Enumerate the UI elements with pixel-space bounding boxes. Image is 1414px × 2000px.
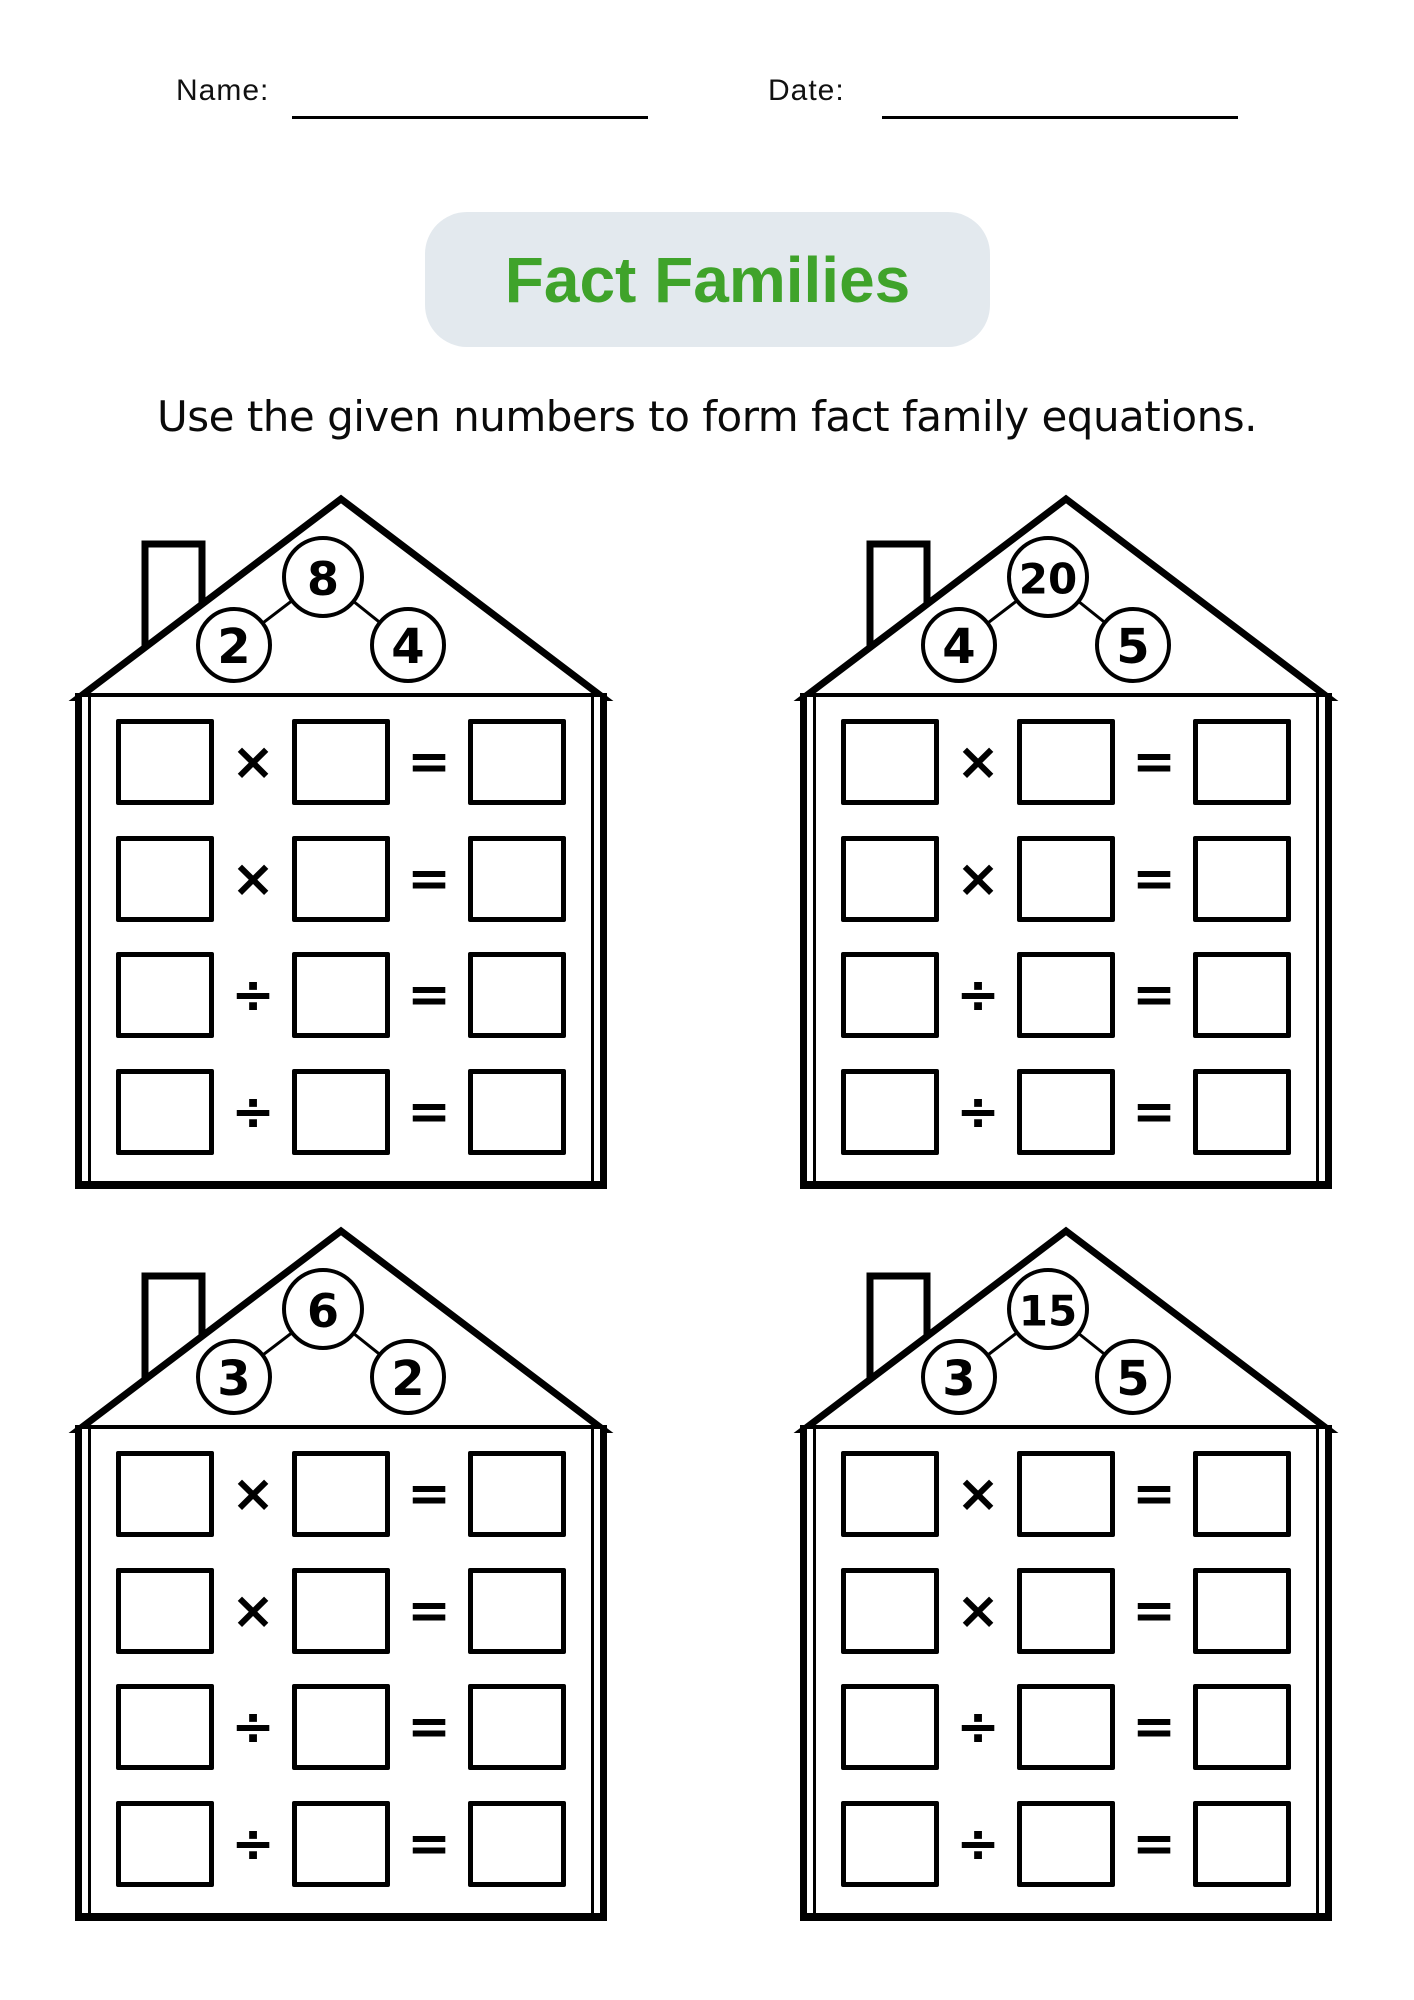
equation-row — [116, 719, 566, 805]
answer-box[interactable] — [841, 719, 939, 805]
equals-sign: = — [407, 732, 451, 792]
answer-box[interactable] — [116, 1568, 214, 1654]
answer-box[interactable] — [1017, 1451, 1115, 1537]
answer-box[interactable] — [468, 1451, 566, 1537]
house-body — [75, 697, 607, 1189]
circle-number-right: 4 — [391, 619, 425, 675]
answer-box[interactable] — [468, 1684, 566, 1770]
equals-sign: = — [407, 1813, 451, 1874]
divide-operator: ÷ — [956, 1813, 1000, 1874]
equation-row — [841, 952, 1291, 1038]
answer-box[interactable] — [468, 952, 566, 1038]
answer-box[interactable] — [1017, 719, 1115, 805]
equals-sign: = — [1132, 1813, 1176, 1874]
equals-sign: = — [1132, 1464, 1176, 1524]
equation-row — [841, 1801, 1291, 1887]
answer-box[interactable] — [1193, 836, 1291, 922]
multiply-operator: × — [956, 848, 1000, 909]
equation-row — [116, 1568, 566, 1654]
equation-row — [116, 836, 566, 922]
equation-row — [116, 1684, 566, 1770]
answer-box[interactable] — [116, 1801, 214, 1887]
roof-graphic — [75, 1224, 607, 1436]
multiply-operator: × — [231, 1580, 275, 1641]
equals-sign: = — [407, 1081, 451, 1142]
answer-box[interactable] — [1193, 719, 1291, 805]
fact-family-house-2 — [800, 492, 1332, 1189]
answer-box[interactable] — [1193, 1451, 1291, 1537]
answer-box[interactable] — [1017, 836, 1115, 922]
circle-number-left: 3 — [217, 1351, 251, 1407]
equation-row — [116, 1451, 566, 1537]
circle-number-right: 2 — [391, 1351, 425, 1407]
multiply-operator: × — [956, 1580, 1000, 1641]
answer-box[interactable] — [1193, 1069, 1291, 1155]
title-pill — [425, 212, 990, 347]
equation-row — [116, 1801, 566, 1887]
answer-box[interactable] — [468, 719, 566, 805]
answer-box[interactable] — [292, 1684, 390, 1770]
answer-box[interactable] — [1017, 1069, 1115, 1155]
equation-row — [841, 719, 1291, 805]
equals-sign: = — [407, 1697, 451, 1758]
divide-operator: ÷ — [231, 1813, 275, 1874]
multiply-operator: × — [231, 848, 275, 909]
equals-sign: = — [1132, 965, 1176, 1026]
answer-box[interactable] — [292, 1801, 390, 1887]
divide-operator: ÷ — [956, 1697, 1000, 1758]
answer-box[interactable] — [841, 836, 939, 922]
circle-number-right: 5 — [1116, 619, 1150, 675]
answer-box[interactable] — [292, 719, 390, 805]
multiply-operator: × — [956, 732, 1000, 792]
answer-box[interactable] — [116, 1684, 214, 1770]
equation-row — [841, 836, 1291, 922]
fact-family-house-1 — [75, 492, 607, 1189]
multiply-operator: × — [231, 732, 275, 792]
answer-box[interactable] — [1017, 1684, 1115, 1770]
roof-graphic — [75, 492, 607, 704]
answer-box[interactable] — [841, 1069, 939, 1155]
equals-sign: = — [1132, 1697, 1176, 1758]
house-body — [75, 1429, 607, 1921]
page-title: Fact Families — [504, 243, 911, 316]
answer-box[interactable] — [116, 836, 214, 922]
equation-row — [841, 1684, 1291, 1770]
equation-row — [841, 1069, 1291, 1155]
equals-sign: = — [407, 1580, 451, 1641]
answer-box[interactable] — [116, 719, 214, 805]
answer-box[interactable] — [116, 1451, 214, 1537]
house-body — [800, 697, 1332, 1189]
circle-number-left: 3 — [942, 1351, 976, 1407]
equals-sign: = — [1132, 848, 1176, 909]
answer-box[interactable] — [292, 1451, 390, 1537]
circle-number-right: 5 — [1116, 1351, 1150, 1407]
answer-box[interactable] — [1017, 1568, 1115, 1654]
circle-number-top: 6 — [306, 1284, 340, 1338]
date-write-line[interactable] — [882, 72, 1238, 119]
answer-box[interactable] — [841, 1801, 939, 1887]
circle-number-top: 15 — [1018, 1286, 1078, 1336]
answer-box[interactable] — [468, 836, 566, 922]
multiply-operator: × — [231, 1464, 275, 1524]
answer-box[interactable] — [1017, 1801, 1115, 1887]
circle-number-left: 2 — [217, 619, 251, 675]
equals-sign: = — [407, 848, 451, 909]
name-write-line[interactable] — [292, 72, 648, 119]
answer-box[interactable] — [468, 1801, 566, 1887]
answer-box[interactable] — [841, 1684, 939, 1770]
answer-box[interactable] — [1017, 952, 1115, 1038]
equals-sign: = — [1132, 1081, 1176, 1142]
answer-box[interactable] — [1193, 1684, 1291, 1770]
divide-operator: ÷ — [956, 1081, 1000, 1142]
divide-operator: ÷ — [231, 1081, 275, 1142]
answer-box[interactable] — [468, 1568, 566, 1654]
answer-box[interactable] — [116, 952, 214, 1038]
equals-sign: = — [1132, 1580, 1176, 1641]
answer-box[interactable] — [1193, 952, 1291, 1038]
answer-box[interactable] — [292, 1069, 390, 1155]
answer-box[interactable] — [468, 1069, 566, 1155]
divide-operator: ÷ — [231, 1697, 275, 1758]
equals-sign: = — [407, 965, 451, 1026]
equation-row — [841, 1568, 1291, 1654]
roof-graphic — [800, 1224, 1332, 1436]
multiply-operator: × — [956, 1464, 1000, 1524]
equation-row — [841, 1451, 1291, 1537]
answer-box[interactable] — [841, 1451, 939, 1537]
answer-box[interactable] — [292, 1568, 390, 1654]
answer-box[interactable] — [292, 952, 390, 1038]
equals-sign: = — [407, 1464, 451, 1524]
date-label: Date: — [768, 74, 845, 107]
name-label: Name: — [176, 74, 270, 107]
equation-row — [116, 952, 566, 1038]
house-body — [800, 1429, 1332, 1921]
fact-family-house-3 — [75, 1224, 607, 1921]
answer-box[interactable] — [841, 952, 939, 1038]
answer-box[interactable] — [1193, 1801, 1291, 1887]
fact-family-house-4 — [800, 1224, 1332, 1921]
answer-box[interactable] — [116, 1069, 214, 1155]
roof-graphic — [800, 492, 1332, 704]
answer-box[interactable] — [1193, 1568, 1291, 1654]
divide-operator: ÷ — [231, 965, 275, 1026]
divide-operator: ÷ — [956, 965, 1000, 1026]
equals-sign: = — [1132, 732, 1176, 792]
answer-box[interactable] — [841, 1568, 939, 1654]
circle-number-top: 8 — [306, 552, 340, 606]
equation-row — [116, 1069, 566, 1155]
instruction-text: Use the given numbers to form fact family equations. — [157, 392, 1257, 441]
answer-box[interactable] — [292, 836, 390, 922]
circle-number-top: 20 — [1018, 554, 1078, 604]
circle-number-left: 4 — [942, 619, 976, 675]
